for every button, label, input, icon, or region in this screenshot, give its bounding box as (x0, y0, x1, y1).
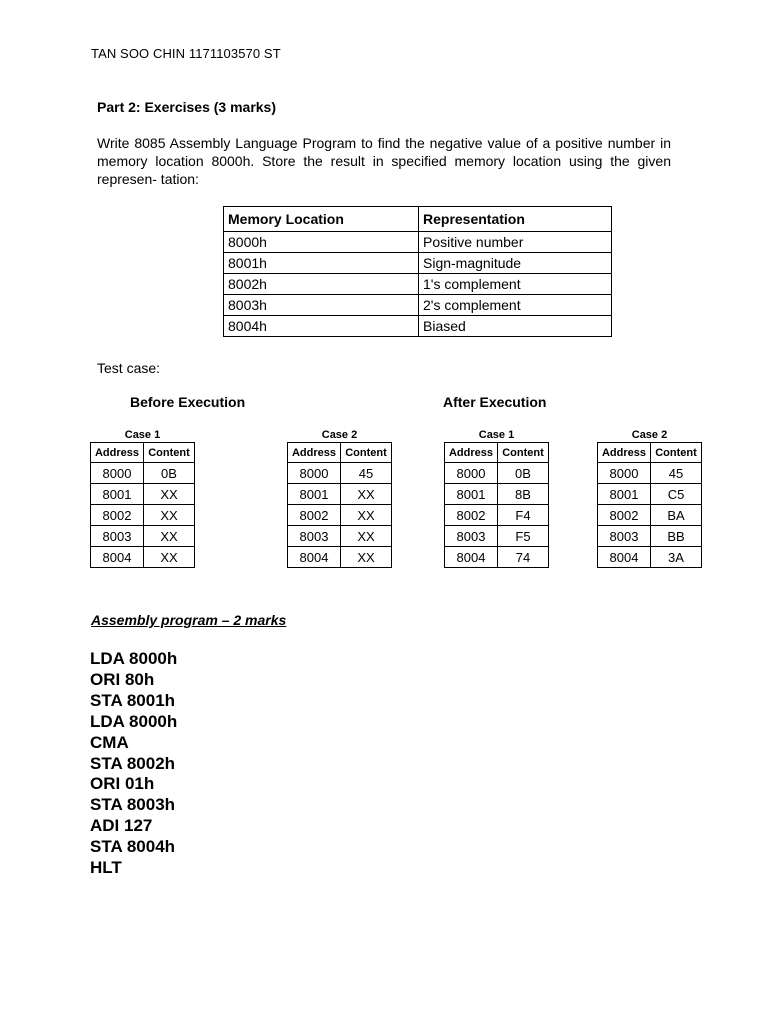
assembly-code-listing (90, 649, 177, 879)
column-header: Content (651, 443, 702, 463)
case-table (444, 442, 549, 568)
content-cell: XX (341, 526, 392, 547)
memory-location-cell: 8001h (224, 253, 419, 274)
column-header: Address (288, 443, 341, 463)
case-title: Case 1 (478, 429, 515, 441)
content-cell: 0B (144, 463, 195, 484)
table-row (445, 505, 549, 526)
code-line: STA 8004h (90, 837, 176, 857)
case-table (90, 442, 195, 568)
before-case-2 (287, 428, 392, 568)
address-cell: 8000 (598, 463, 651, 484)
column-header: Content (341, 443, 392, 463)
exercise-prompt: Write 8085 Assembly Language Program to find the negative value of a positive number in memory location 8000h. Store the result in specified memory location using the given represen- tation: (97, 135, 671, 187)
table-row (445, 547, 549, 568)
address-cell: 8000 (91, 463, 144, 484)
content-cell: 45 (341, 463, 392, 484)
content-cell: 8B (498, 484, 549, 505)
content-cell: XX (144, 505, 195, 526)
address-cell: 8004 (598, 547, 651, 568)
table-row (288, 505, 392, 526)
table-header-row (445, 443, 549, 463)
address-cell: 8002 (288, 505, 341, 526)
table-row (598, 484, 702, 505)
code-line: LDA 8000h (90, 711, 178, 731)
case-title: Case 2 (631, 429, 668, 441)
column-header: Address (598, 443, 651, 463)
table-row (91, 547, 195, 568)
content-cell: 0B (498, 463, 549, 484)
code-line: CMA (90, 732, 129, 752)
before-case-1 (90, 428, 195, 568)
content-cell: XX (144, 526, 195, 547)
table-row (91, 526, 195, 547)
content-cell: C5 (651, 484, 702, 505)
code-line: ORI 01h (90, 774, 155, 794)
content-cell: XX (144, 547, 195, 568)
test-case-label: Test case: (97, 360, 161, 376)
address-cell: 8001 (288, 484, 341, 505)
table-row (288, 547, 392, 568)
representation-cell: Positive number (419, 232, 612, 253)
after-case-1 (444, 428, 549, 568)
case-table (597, 442, 702, 568)
address-cell: 8001 (445, 484, 498, 505)
document-header: TAN SOO CHIN 1171103570 ST (91, 46, 281, 61)
table-row (224, 316, 612, 337)
before-execution-heading: Before Execution (130, 394, 246, 410)
address-cell: 8001 (91, 484, 144, 505)
code-line: STA 8002h (90, 753, 176, 773)
table-row (598, 505, 702, 526)
table-row (288, 526, 392, 547)
column-header: Address (445, 443, 498, 463)
table-row (598, 547, 702, 568)
address-cell: 8004 (445, 547, 498, 568)
table-row (598, 526, 702, 547)
content-cell: BB (651, 526, 702, 547)
representation-cell: 2's complement (419, 295, 612, 316)
table-row (91, 484, 195, 505)
address-cell: 8002 (91, 505, 144, 526)
table-row (224, 232, 612, 253)
content-cell: BA (651, 505, 702, 526)
representation-cell: 1's complement (419, 274, 612, 295)
table-row (598, 463, 702, 484)
column-header: Content (498, 443, 549, 463)
table-row (91, 463, 195, 484)
address-cell: 8003 (598, 526, 651, 547)
table-header-row (598, 443, 702, 463)
table-header-row (91, 443, 195, 463)
code-line: STA 8001h (90, 690, 176, 710)
memory-location-cell: 8004h (224, 316, 419, 337)
code-line: HLT (90, 858, 122, 878)
memory-location-table (223, 206, 612, 337)
address-cell: 8001 (598, 484, 651, 505)
case-title: Case 1 (124, 429, 161, 441)
code-line: ORI 80h (90, 669, 155, 689)
column-header: Representation (419, 207, 612, 232)
content-cell: 45 (651, 463, 702, 484)
content-cell: XX (144, 484, 195, 505)
address-cell: 8004 (288, 547, 341, 568)
case-table (287, 442, 392, 568)
after-execution-heading: After Execution (443, 394, 547, 410)
code-line: ADI 127 (90, 816, 153, 836)
after-case-2 (597, 428, 702, 568)
table-row (91, 505, 195, 526)
content-cell: F5 (498, 526, 549, 547)
memory-location-cell: 8002h (224, 274, 419, 295)
address-cell: 8003 (91, 526, 144, 547)
code-line: LDA 8000h (90, 649, 178, 668)
content-cell: XX (341, 505, 392, 526)
table-row (224, 295, 612, 316)
table-row (288, 484, 392, 505)
address-cell: 8002 (598, 505, 651, 526)
table-header-row (224, 207, 612, 232)
content-cell: 3A (651, 547, 702, 568)
representation-cell: Biased (419, 316, 612, 337)
table-row (288, 463, 392, 484)
column-header: Address (91, 443, 144, 463)
address-cell: 8000 (445, 463, 498, 484)
address-cell: 8003 (445, 526, 498, 547)
table-row (445, 484, 549, 505)
memory-location-cell: 8000h (224, 232, 419, 253)
address-cell: 8002 (445, 505, 498, 526)
address-cell: 8004 (91, 547, 144, 568)
case-title: Case 2 (321, 429, 358, 441)
address-cell: 8003 (288, 526, 341, 547)
table-header-row (288, 443, 392, 463)
content-cell: F4 (498, 505, 549, 526)
part-title: Part 2: Exercises (3 marks) (97, 99, 276, 115)
content-cell: XX (341, 547, 392, 568)
assembly-program-heading: Assembly program – 2 marks (91, 612, 287, 628)
representation-cell: Sign-magnitude (419, 253, 612, 274)
address-cell: 8000 (288, 463, 341, 484)
table-row (224, 274, 612, 295)
content-cell: 74 (498, 547, 549, 568)
table-row (445, 463, 549, 484)
column-header: Memory Location (224, 207, 419, 232)
memory-location-cell: 8003h (224, 295, 419, 316)
column-header: Content (144, 443, 195, 463)
content-cell: XX (341, 484, 392, 505)
code-line: STA 8003h (90, 795, 176, 815)
table-row (445, 526, 549, 547)
table-row (224, 253, 612, 274)
